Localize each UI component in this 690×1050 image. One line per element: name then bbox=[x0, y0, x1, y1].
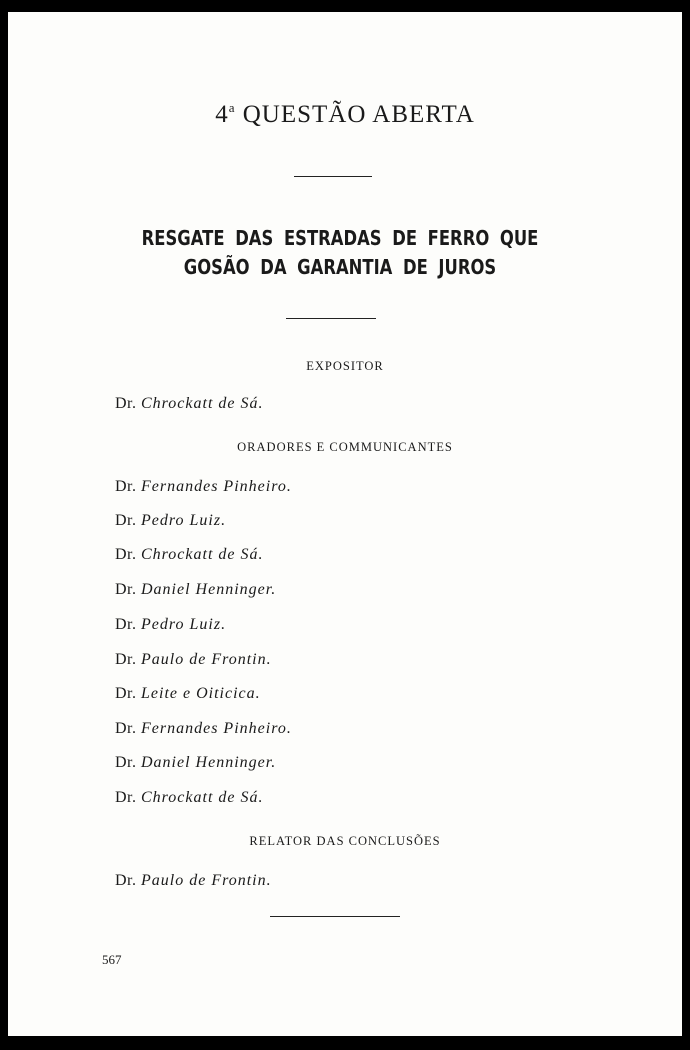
speaker-name: Pedro Luiz. bbox=[141, 512, 227, 529]
speaker-name: Fernandes Pinheiro. bbox=[141, 720, 292, 737]
section-label-expositor: EXPOSITOR bbox=[306, 359, 384, 373]
speaker-row bbox=[115, 685, 261, 703]
speaker-row bbox=[115, 616, 226, 634]
speaker-name: Paulo de Frontin. bbox=[141, 651, 272, 668]
section-label-relator: RELATOR DAS CONCLUSÕES bbox=[249, 834, 441, 848]
document-page bbox=[8, 12, 682, 1036]
title-number: 4 bbox=[215, 101, 229, 128]
speaker-title: Dr. bbox=[115, 478, 137, 495]
speaker-title: Dr. bbox=[115, 512, 137, 529]
speaker-name: Leite e Oiticica. bbox=[141, 685, 261, 702]
speaker-row bbox=[115, 546, 264, 564]
speaker-row bbox=[115, 395, 264, 413]
speaker-row bbox=[115, 754, 276, 772]
title-superscript: a bbox=[228, 100, 236, 115]
divider-middle bbox=[286, 318, 376, 319]
speaker-title: Dr. bbox=[115, 546, 137, 563]
speaker-title: Dr. bbox=[115, 395, 137, 412]
speaker-name: Daniel Henninger. bbox=[141, 754, 277, 771]
speaker-title: Dr. bbox=[115, 651, 137, 668]
divider-bottom bbox=[270, 916, 400, 917]
speaker-name: Pedro Luiz. bbox=[141, 616, 227, 633]
speaker-row bbox=[115, 789, 264, 807]
speaker-name: Fernandes Pinheiro. bbox=[141, 478, 292, 495]
speaker-title: Dr. bbox=[115, 581, 137, 598]
speaker-row bbox=[115, 720, 292, 738]
page-number: 567 bbox=[102, 952, 122, 967]
speaker-row bbox=[115, 478, 292, 496]
speaker-name: Paulo de Frontin. bbox=[141, 872, 272, 889]
speaker-title: Dr. bbox=[115, 789, 137, 806]
speaker-name: Chrockatt de Sá. bbox=[141, 546, 264, 563]
speaker-row bbox=[115, 581, 276, 599]
speaker-name: Daniel Henninger. bbox=[141, 581, 277, 598]
speaker-name: Chrockatt de Sá. bbox=[141, 789, 264, 806]
headline: RESGATE DAS ESTRADAS DE FERRO QUE GOSÃO DA GARANTIA DE JUROS bbox=[141, 226, 539, 279]
divider-top bbox=[294, 176, 372, 177]
speaker-title: Dr. bbox=[115, 872, 137, 889]
speaker-title: Dr. bbox=[115, 685, 137, 702]
speaker-name: Chrockatt de Sá. bbox=[141, 395, 264, 412]
speaker-title: Dr. bbox=[115, 754, 137, 771]
speaker-row bbox=[115, 651, 272, 669]
section-label-oradores: ORADORES E COMMUNICANTES bbox=[237, 440, 453, 454]
speaker-row bbox=[115, 872, 272, 890]
title-text: QUESTÃO ABERTA bbox=[242, 101, 475, 128]
speaker-title: Dr. bbox=[115, 616, 137, 633]
speaker-row bbox=[115, 512, 226, 530]
page-title bbox=[8, 100, 682, 129]
speaker-title: Dr. bbox=[115, 720, 137, 737]
